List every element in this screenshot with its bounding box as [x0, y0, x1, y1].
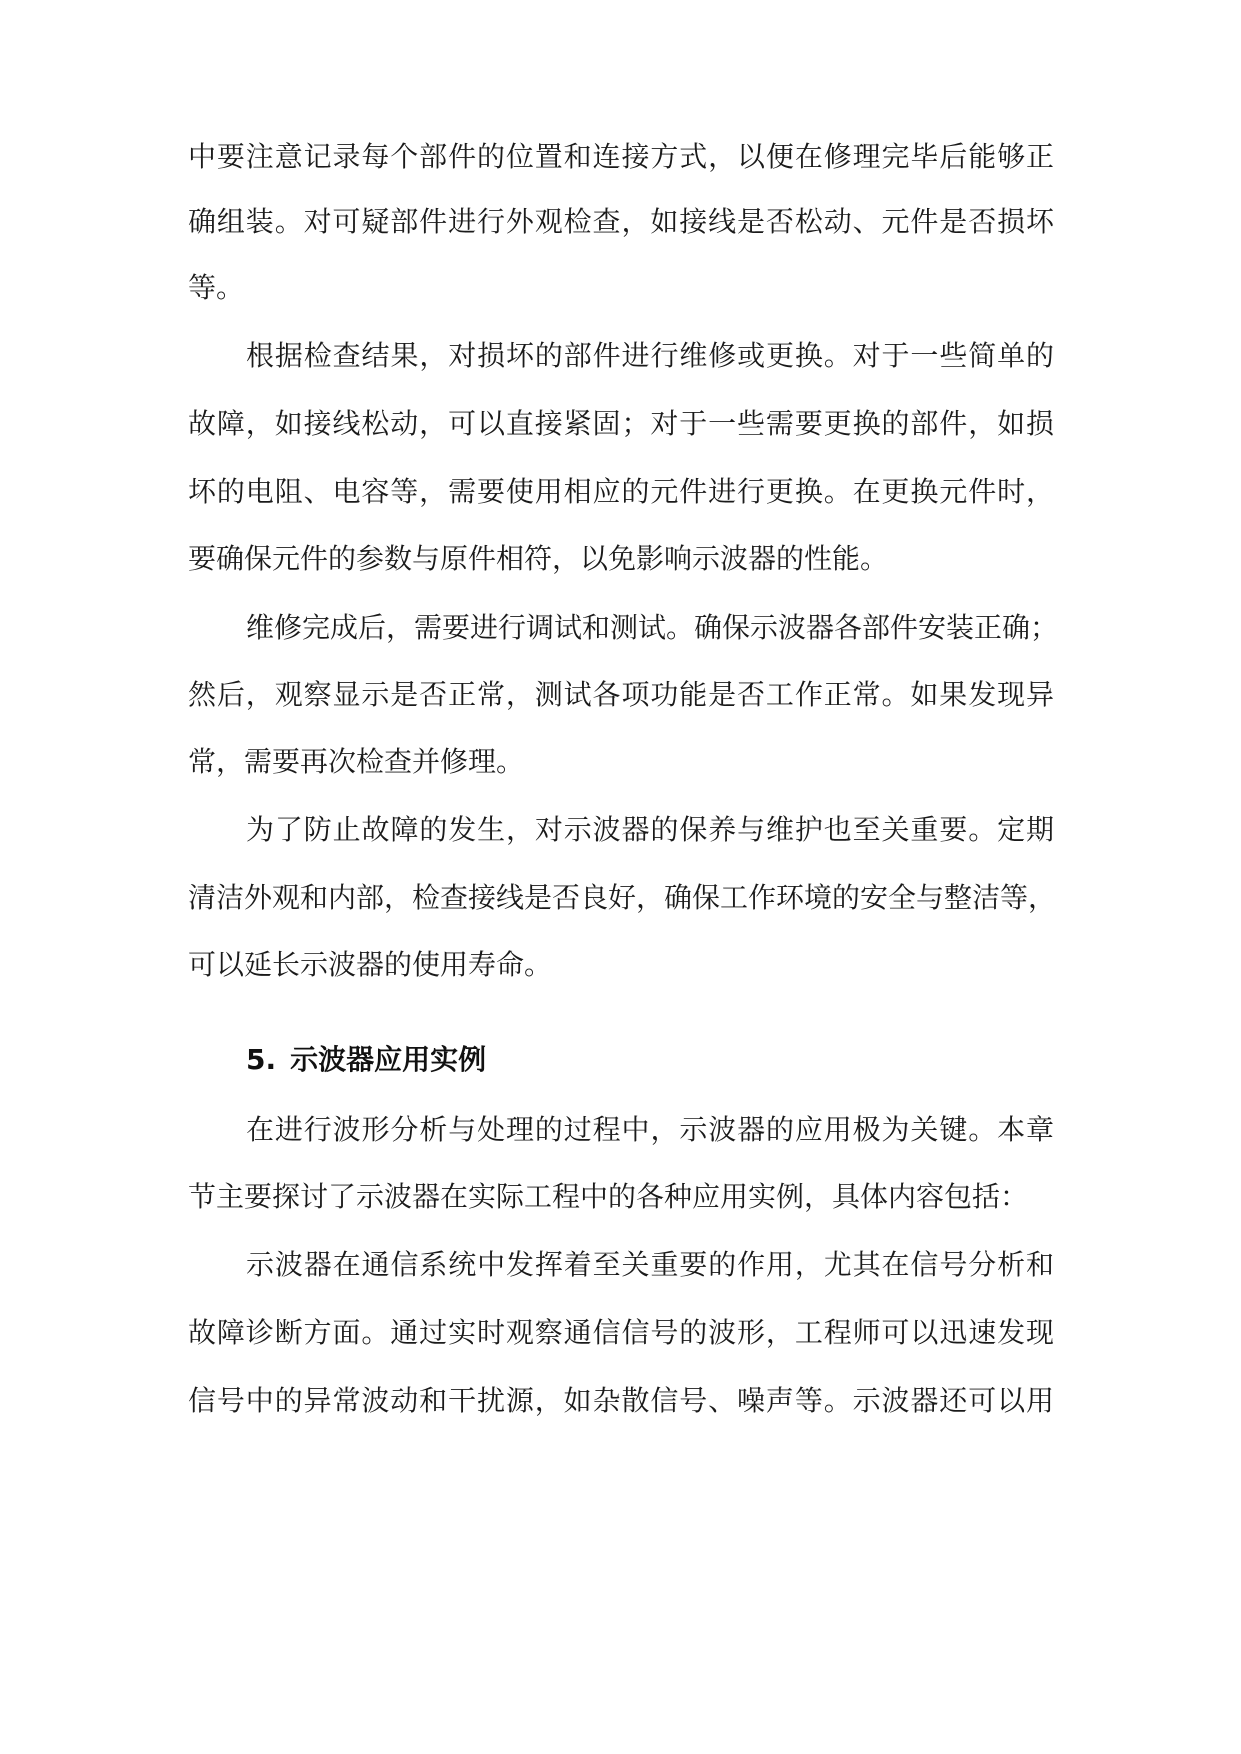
text-line: 可以延长示波器的使用寿命。	[188, 948, 553, 981]
text-line: 故障诊断方面。通过实时观察通信信号的波形，工程师可以迅速发现	[188, 1316, 1054, 1349]
text-line: 根据检查结果，对损坏的部件进行维修或更换。对于一些简单的	[246, 339, 1054, 372]
text-line: 确组装。对可疑部件进行外观检查，如接线是否松动、元件是否损坏	[188, 205, 1054, 238]
text-line: 在进行波形分析与处理的过程中，示波器的应用极为关键。本章	[246, 1113, 1054, 1146]
text-line: 坏的电阻、电容等，需要使用相应的元件进行更换。在更换元件时，	[188, 475, 1054, 508]
text-line: 清洁外观和内部，检查接线是否良好，确保工作环境的安全与整洁等，	[188, 881, 1057, 914]
section-title: 示波器应用实例	[290, 1043, 487, 1076]
text-line: 中要注意记录每个部件的位置和连接方式，以便在修理完毕后能够正	[188, 140, 1054, 173]
text-line: 要确保元件的参数与原件相符，以免影响示波器的性能。	[188, 542, 889, 575]
text-line: 等。	[188, 271, 245, 304]
text-line: 信号中的异常波动和干扰源，如杂散信号、噪声等。示波器还可以用	[188, 1384, 1054, 1417]
text-line: 故障，如接线松动，可以直接紧固；对于一些需要更换的部件，如损	[188, 407, 1054, 440]
text-line: 维修完成后，需要进行调试和测试。确保示波器各部件安装正确；	[246, 611, 1059, 644]
text-line: 常，需要再次检查并修理。	[188, 745, 525, 778]
section-number: 5.	[246, 1043, 277, 1076]
text-line: 然后，观察显示是否正常，测试各项功能是否工作正常。如果发现异	[188, 678, 1054, 711]
section-heading	[246, 1040, 486, 1080]
text-line: 为了防止故障的发生，对示波器的保养与维护也至关重要。定期	[246, 813, 1054, 846]
text-line: 示波器在通信系统中发挥着至关重要的作用，尤其在信号分析和	[246, 1248, 1054, 1281]
text-line: 节主要探讨了示波器在实际工程中的各种应用实例，具体内容包括：	[188, 1180, 1029, 1213]
